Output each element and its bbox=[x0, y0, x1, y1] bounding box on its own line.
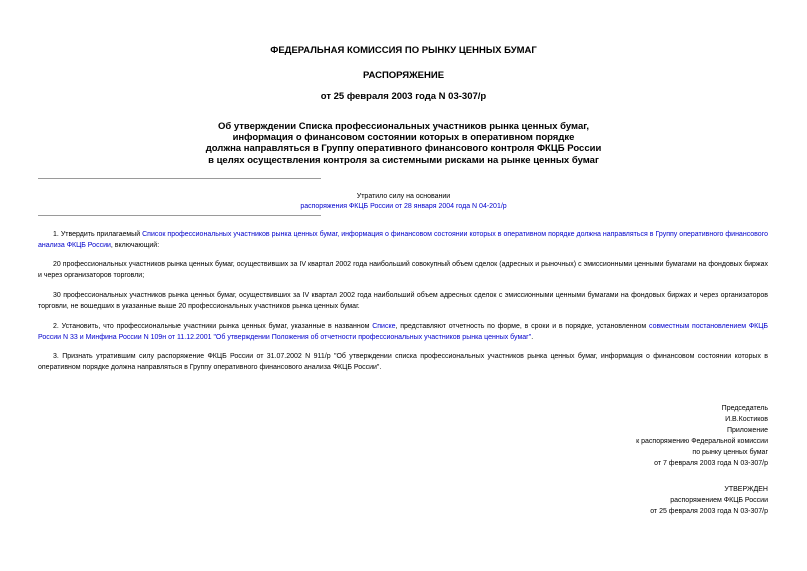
appendix-line: к распоряжению Федеральной комиссии bbox=[636, 437, 768, 445]
approved-label: УТВЕРЖДЕН bbox=[724, 486, 768, 493]
signatory-name: И.В.Костиков bbox=[725, 415, 768, 423]
appendix-date: от 7 февраля 2003 года N 03-307/р bbox=[654, 459, 768, 467]
paragraph-5: 3. Признать утратившим силу распоряжение ФКЦБ России от 31.07.2002 N 911/р "Об утверждении списка профессиональных участников рынка ценных бумаг, информация о финансовом состоянии которых в оперативном порядке должна направляться в Группу оперативного финансового анализа ФКЦБ России". bbox=[38, 353, 768, 371]
divider-top bbox=[38, 178, 321, 179]
signatory-position: Председатель bbox=[721, 405, 768, 412]
lost-force-note: Утратило силу на основании bbox=[356, 193, 451, 200]
approved-line: распоряжением ФКЦБ России bbox=[670, 496, 768, 504]
paragraph-3: 30 профессиональных участников рынка ценных бумаг, осуществивших за IV квартал 2002 года наибольший объем адресных сделок с эмиссионными ценными бумагами на фондовых биржах и через организаторов торговли, не вошедших в указанные выше 20 профессиональных участников рынка ценных бумаг. bbox=[38, 292, 768, 310]
lost-force-line bbox=[0, 202, 807, 211]
resolution-link[interactable]: совместным постановлением ФКЦБ России N 33 и Минфина России N 109н от 11.12.2001 "Об утверждении Положения об отчетности профессиональных участников рынка ценных бумаг" bbox=[38, 323, 768, 341]
paragraph-text: 2. Установить, что профессиональные участники рынка ценных бумаг, указанные в названном bbox=[53, 323, 373, 330]
title-line: Об утверждении Списка профессиональных участников рынка ценных бумаг, bbox=[217, 121, 590, 132]
paragraph-text: , представляют отчетность по форме, в сроки и в порядке, установленном bbox=[395, 323, 650, 330]
list-link[interactable]: Список профессиональных участников рынка ценных бумаг, информация о финансовом состоянии которых в оперативном порядке должна направляться в Группу оперативного финансового анализа ФКЦБ России bbox=[38, 231, 768, 249]
paragraph-1 bbox=[38, 229, 768, 251]
paragraph-4 bbox=[38, 321, 768, 343]
doc-type: РАСПОРЯЖЕНИЕ bbox=[362, 70, 445, 81]
document-title bbox=[0, 121, 807, 166]
doc-date: от 25 февраля 2003 года N 03-307/р bbox=[320, 91, 487, 102]
appendix-line: по рынку ценных бумаг bbox=[692, 448, 768, 456]
commission-name: ФЕДЕРАЛЬНАЯ КОМИССИЯ ПО РЫНКУ ЦЕННЫХ БУМАГ bbox=[270, 45, 537, 56]
paragraph-2: 20 профессиональных участников рынка ценных бумаг, осуществивших за IV квартал 2002 года наибольший совокупный объем сделок (адресных и рыночных) с эмиссионными ценными бумагами на фондовых биржах и через организаторов торговли; bbox=[38, 261, 768, 279]
approved-date: от 25 февраля 2003 года N 03-307/р bbox=[650, 507, 768, 515]
paragraph-text: . bbox=[531, 334, 534, 341]
title-line: информация о финансовом состоянии которых в оперативном порядке bbox=[232, 132, 575, 144]
list-link-short[interactable]: Списке bbox=[372, 323, 396, 330]
lost-force-link[interactable]: распоряжения ФКЦБ России от 28 января 2004 года N 04-201/р bbox=[300, 203, 507, 210]
appendix-label: Приложение bbox=[726, 426, 768, 434]
divider-bottom bbox=[38, 215, 321, 216]
title-line: в целях осуществления контроля за системными рисками на рынке ценных бумаг bbox=[208, 154, 599, 166]
paragraph-text: , включающий: bbox=[110, 242, 160, 249]
title-line: должна направляться в Группу оперативного финансового контроля ФКЦБ России bbox=[205, 143, 602, 155]
paragraph-text: 1. Утвердить прилагаемый bbox=[53, 231, 143, 238]
signature-block bbox=[636, 404, 768, 469]
approval-block bbox=[650, 485, 768, 518]
